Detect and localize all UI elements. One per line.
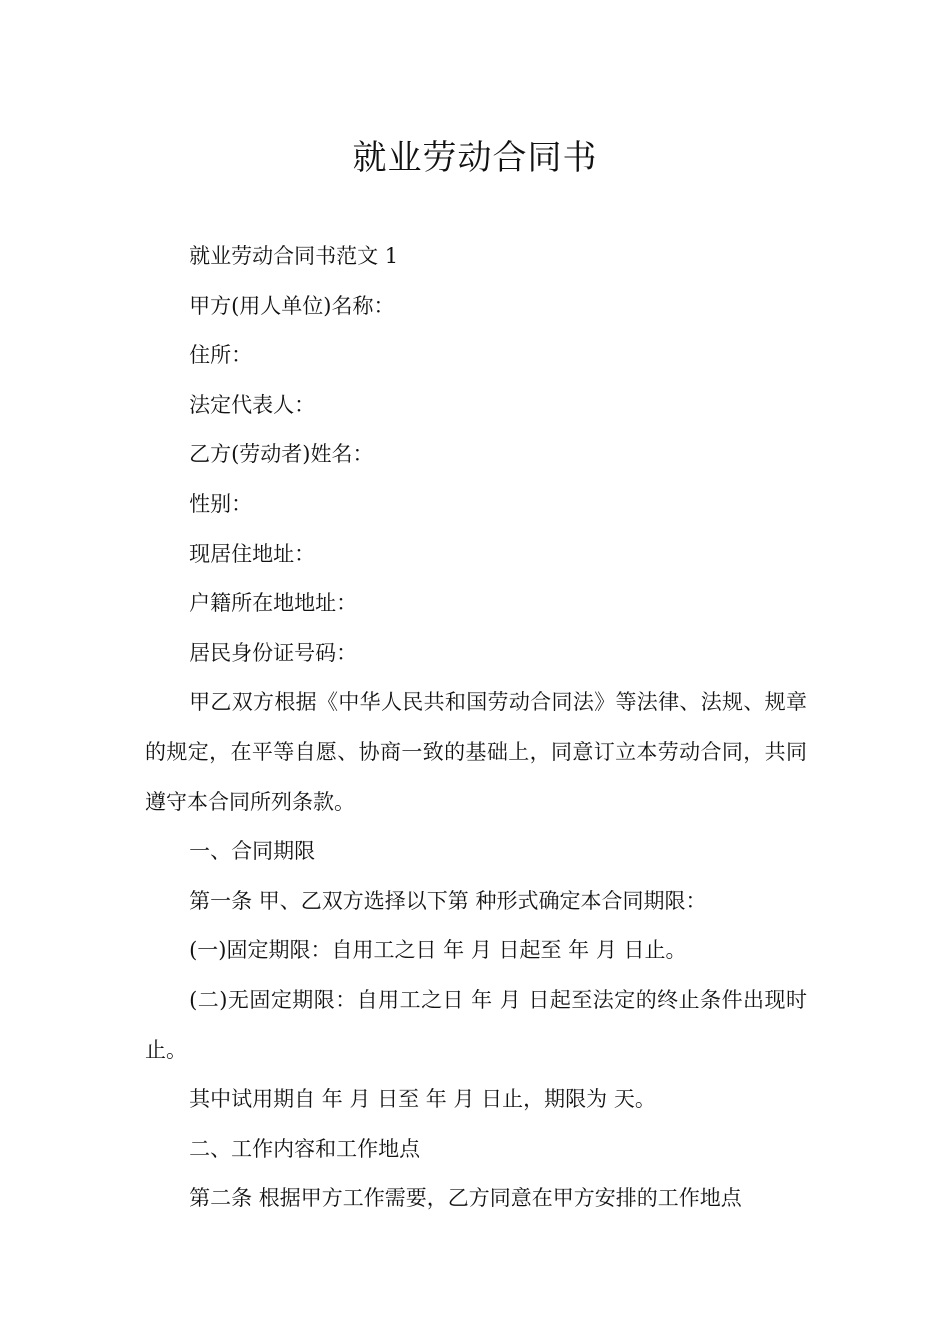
section-heading-contract-term: 一、合同期限 (189, 839, 316, 864)
document-body (145, 232, 807, 1224)
paragraph-employer-name: 甲方(用人单位)名称： (189, 293, 395, 318)
paragraph-gender: 性别： (189, 491, 253, 516)
paragraph-id-number: 居民身份证号码： (189, 640, 358, 665)
paragraph-article-1: 第一条 甲、乙双方选择以下第 种形式确定本合同期限： (189, 888, 707, 913)
paragraph-sample-heading: 就业劳动合同书范文 1 (189, 244, 399, 268)
paragraph-current-address: 现居住地址： (189, 541, 316, 566)
paragraph-fixed-term: (一)固定期限：自用工之日 年 月 日起至 年 月 日止。 (189, 938, 687, 963)
paragraph-preamble: 甲乙双方根据《中华人民共和国劳动合同法》等法律、法规、规章的规定，在平等自愿、协商一致的基础上，同意订立本劳动合同，共同遵守本合同所列条款。 (145, 690, 807, 814)
paragraph-household-address: 户籍所在地地址： (189, 591, 358, 616)
section-heading-work-content: 二、工作内容和工作地点 (189, 1136, 421, 1161)
paragraph-open-term: (二)无固定期限：自用工之日 年 月 日起至法定的终止条件出现时止。 (145, 987, 807, 1062)
document-title: 就业劳动合同书 (352, 138, 598, 178)
paragraph-probation: 其中试用期自 年 月 日至 年 月 日止，期限为 天。 (189, 1087, 656, 1112)
paragraph-address: 住所： (189, 343, 253, 368)
paragraph-employee-name: 乙方(劳动者)姓名： (189, 442, 374, 467)
paragraph-article-2: 第二条 根据甲方工作需要，乙方同意在甲方安排的工作地点 (189, 1186, 742, 1211)
paragraph-legal-representative: 法定代表人： (189, 392, 316, 417)
